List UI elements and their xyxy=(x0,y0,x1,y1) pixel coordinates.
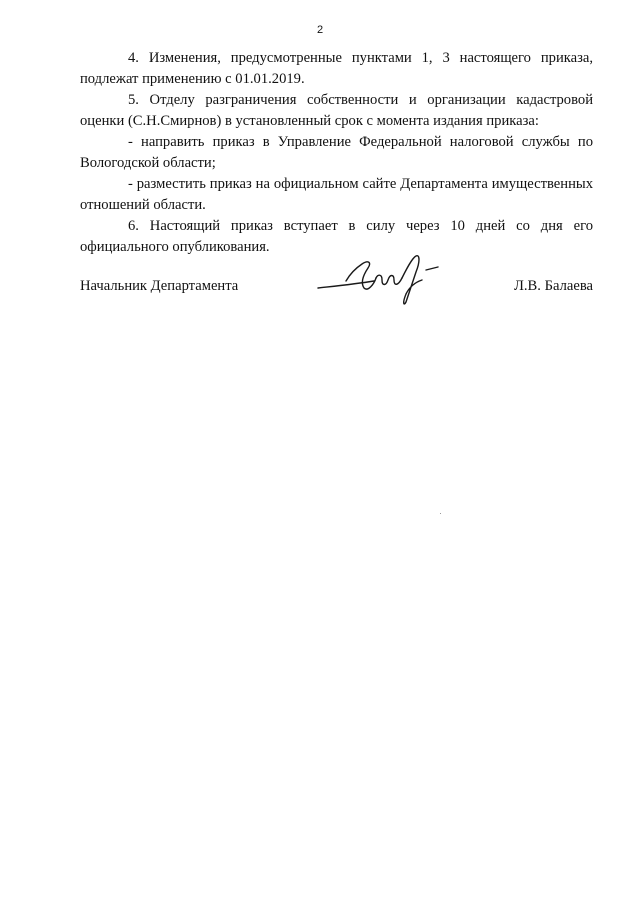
page-number: 2 xyxy=(316,24,324,36)
paragraph-bullet-2: - разместить приказ на официальном сайте Департамента имущественных отношений области. xyxy=(80,176,593,213)
paragraph-item-6: 6. Настоящий приказ вступает в силу через 10 дней со дня его официального опубликования. xyxy=(80,218,593,255)
handwritten-signature xyxy=(316,248,466,308)
document-body xyxy=(80,48,593,258)
signatory-name: Л.В. Балаева xyxy=(514,278,593,294)
paragraph-item-4: 4. Изменения, предусмотренные пунктами 1, 3 настоящего приказа, подлежат применению с 01.01.2019. xyxy=(80,50,593,87)
signatory-title: Начальник Департамента xyxy=(80,278,239,294)
scan-speck xyxy=(440,513,441,514)
paragraph-item-5: 5. Отделу разграничения собственности и организации кадастровой оценки (С.Н.Смирнов) в установленный срок с момента издания приказа: xyxy=(80,92,593,129)
signature-block xyxy=(80,270,593,310)
paragraph-bullet-1: - направить приказ в Управление Федеральной налоговой службы по Вологодской области; xyxy=(80,134,593,171)
